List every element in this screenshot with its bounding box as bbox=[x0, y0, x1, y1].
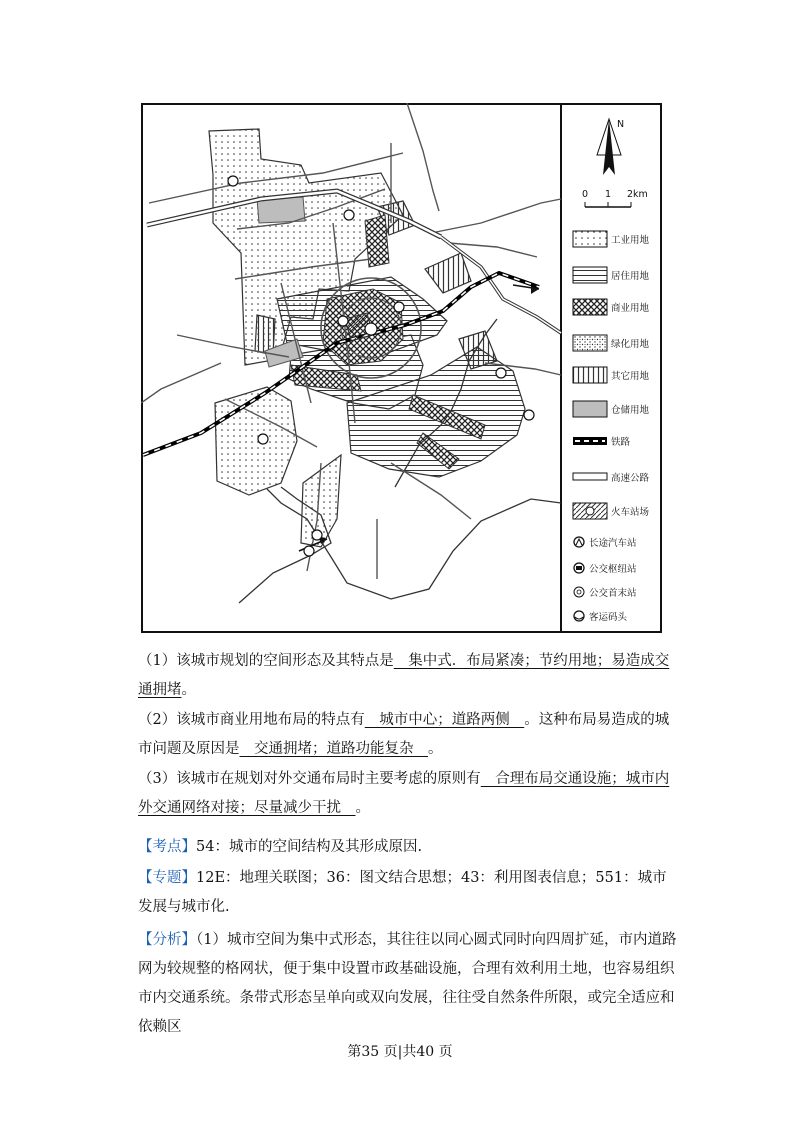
legend-label-coach: 长途汽车站 bbox=[589, 538, 637, 549]
legend-swatch-highway bbox=[573, 473, 607, 480]
scale-label-1: 1 bbox=[605, 189, 612, 200]
question-2 bbox=[138, 706, 678, 764]
legend-label-bus-hub: 公交枢纽站 bbox=[589, 564, 637, 575]
scale-label-0: 0 bbox=[582, 189, 589, 200]
q2-mid: 。这种布局易造成的城市问题及原因是 bbox=[138, 712, 670, 757]
zhuanti-line bbox=[138, 864, 678, 922]
legend-swatch-residential bbox=[573, 267, 607, 283]
kaodian-tag: 【考点】 bbox=[138, 839, 196, 855]
legend-label-green: 绿化用地 bbox=[611, 339, 650, 350]
north-label: N bbox=[617, 119, 625, 130]
legend-label-commercial: 商业用地 bbox=[611, 303, 650, 314]
legend-label-station: 火车站场 bbox=[611, 507, 650, 518]
legend-label-storage: 仓储用地 bbox=[611, 405, 650, 416]
fenxi-text: （1）城市空间为集中式形态，其往往以同心圆式同时向四周扩延，市内道路网为较规整的格网状，便于集中设置市政基础设施，合理有效利用土地，也容易组织市内交通系统。条带式形态呈单向或双向发展，往往受自然条件所限，或完全适应和依赖区 bbox=[138, 932, 677, 1035]
kaodian-text: 54：城市的空间结构及其形成原因. bbox=[196, 839, 423, 855]
legend-swatch-commercial bbox=[573, 299, 607, 315]
q3-answer: 合理布局交通设施；城市内外交通网络对接；尽量减少干扰 bbox=[138, 771, 670, 816]
passenger-pier-icon bbox=[574, 611, 584, 621]
zhuanti-text: 12E：地理关联图；36：图文结合思想；43：利用图表信息；551：城市发展与城市化. bbox=[138, 870, 667, 915]
coach-station-icon bbox=[574, 537, 584, 547]
legend-label-industrial: 工业用地 bbox=[611, 235, 650, 246]
q3-prefix: （3）该城市在规划对外交通布局时主要考虑的原则有 bbox=[138, 771, 481, 787]
scale-label-2: 2km bbox=[627, 189, 648, 200]
q1-answer: 集中式．布局紧凑；节约用地；易造成交通拥堵 bbox=[138, 653, 670, 698]
page-footer: 第35 页|共40 页 bbox=[347, 1044, 453, 1060]
legend-label-other: 其它用地 bbox=[611, 371, 650, 382]
legend-swatch-industrial bbox=[573, 231, 607, 247]
legend-swatch-green bbox=[573, 335, 607, 351]
legend-swatch-storage bbox=[573, 401, 607, 417]
q2-answer-2: 交通拥堵；道路功能复杂 bbox=[239, 741, 428, 757]
legend-swatch-railway bbox=[573, 437, 607, 445]
fenxi-tag: 【分析】 bbox=[138, 932, 196, 948]
legend-label-residential: 居住用地 bbox=[611, 271, 650, 282]
legend-label-highway: 高速公路 bbox=[611, 473, 650, 484]
q1-prefix: （1）该城市规划的空间形态及其特点是 bbox=[138, 653, 394, 669]
city-land-use-map bbox=[141, 103, 662, 633]
q2-suffix: 。 bbox=[428, 741, 443, 757]
bus-hub-icon bbox=[574, 563, 584, 573]
fenxi-line bbox=[138, 926, 678, 1042]
zhuanti-tag: 【专题】 bbox=[138, 870, 196, 886]
legend-label-pier: 客运码头 bbox=[589, 612, 628, 623]
legend-label-railway: 铁路 bbox=[611, 437, 631, 448]
legend-swatch-other bbox=[573, 367, 607, 383]
bus-terminal-icon bbox=[574, 587, 584, 597]
kaodian-line bbox=[138, 833, 678, 862]
q2-prefix: （2）该城市商业用地布局的特点有 bbox=[138, 712, 365, 728]
q3-suffix: 。 bbox=[355, 800, 370, 816]
q1-suffix: 。 bbox=[181, 682, 196, 698]
q2-answer-1: 城市中心；道路两侧 bbox=[364, 712, 525, 728]
legend-label-bus-terminal: 公交首末站 bbox=[589, 588, 637, 599]
question-1 bbox=[138, 647, 678, 705]
question-3 bbox=[138, 765, 678, 823]
